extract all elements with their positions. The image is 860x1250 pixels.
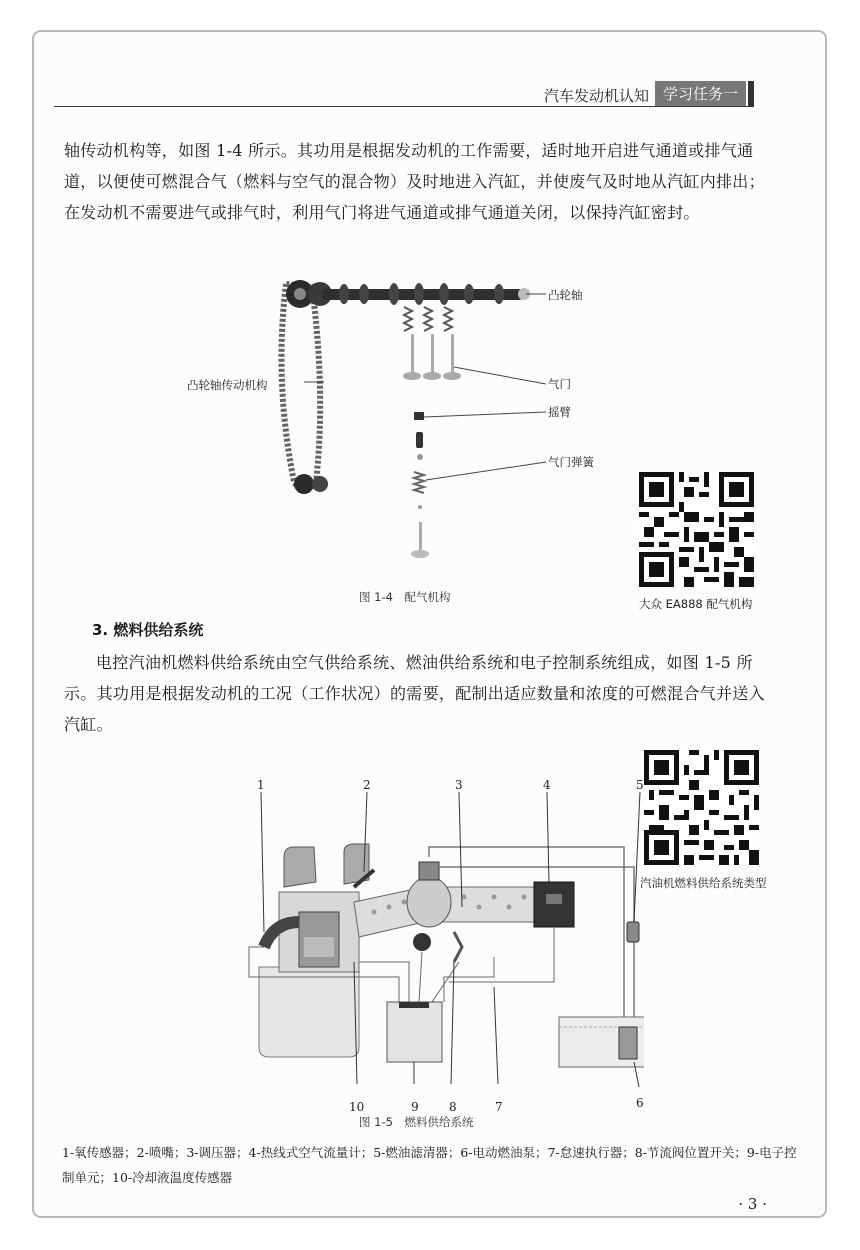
book-page [32,30,827,1218]
header-rule [54,106,754,107]
figure-valve-train [264,272,564,562]
callout-3: 3 [455,778,463,792]
callout-8: 8 [449,1100,457,1114]
label-valve-spring: 气门弹簧 [548,455,594,469]
label-camshaft: 凸轮轴 [548,288,583,302]
qr-2-caption: 汽油机燃料供给系统类型 [640,876,767,890]
figure-1-4-caption: 图 1-4 配气机构 [359,590,451,604]
running-header [34,87,754,107]
callout-9: 9 [411,1100,419,1114]
section-paragraph: 电控汽油机燃料供给系统由空气供给系统、燃油供给系统和电子控制系统组成，如图 1-5 所示。其功用是根据发动机的工况（工作状况）的需要，配制出适应数量和浓度的可燃混合气并送入汽缸。 [64,653,765,734]
header-title: 汽车发动机认知 [543,87,649,105]
qr-code-fuel-system[interactable] [644,750,759,865]
callout-5: 5 [636,778,644,792]
label-cam-drive: 凸轮轴传动机构 [187,378,268,392]
qr-code-icon [639,472,754,587]
callout-4: 4 [543,778,551,792]
callout-10: 10 [349,1100,365,1114]
figure-1-5-caption: 图 1-5 燃料供给系统 [359,1115,474,1129]
label-rocker-arm: 摇臂 [548,405,571,419]
header-bar [748,81,754,107]
figure-1-5-legend: 1-氧传感器；2-喷嘴；3-调压器；4-热线式空气流量计；5-燃油滤清器；6-电动燃油泵；7-怠速执行器；8-节流阀位置开关；9-电子控制单元；10-冷却液温度传感器 [62,1145,797,1185]
qr-1-caption: 大众 EA888 配气机构 [639,597,753,611]
label-valve: 气门 [548,377,571,391]
figure-fuel-system [204,762,644,1092]
page-number: · 3 · [738,1195,767,1213]
section-heading: 3. 燃料供给系统 [92,621,204,639]
callout-7: 7 [495,1100,503,1114]
intro-paragraph: 轴传动机构等，如图 1-4 所示。其功用是根据发动机的工作需要，适时地开启进气通道或排气通道，以便使可燃混合气（燃料与空气的混合物）及时地进入汽缸，并使废气及时地从汽缸内排出；在发动机不需要进气或排气时，利用气门将进气通道或排气通道关闭，以保持汽缸密封。 [64,141,765,222]
callout-6: 6 [636,1096,644,1110]
callout-1: 1 [257,778,265,792]
header-badge: 学习任务一 [655,81,746,106]
qr-code-icon [644,750,759,865]
fuel-system-diagram [204,762,644,1092]
valve-train-illustration [264,272,564,562]
qr-code-ea888[interactable] [639,472,754,587]
callout-2: 2 [363,778,371,792]
